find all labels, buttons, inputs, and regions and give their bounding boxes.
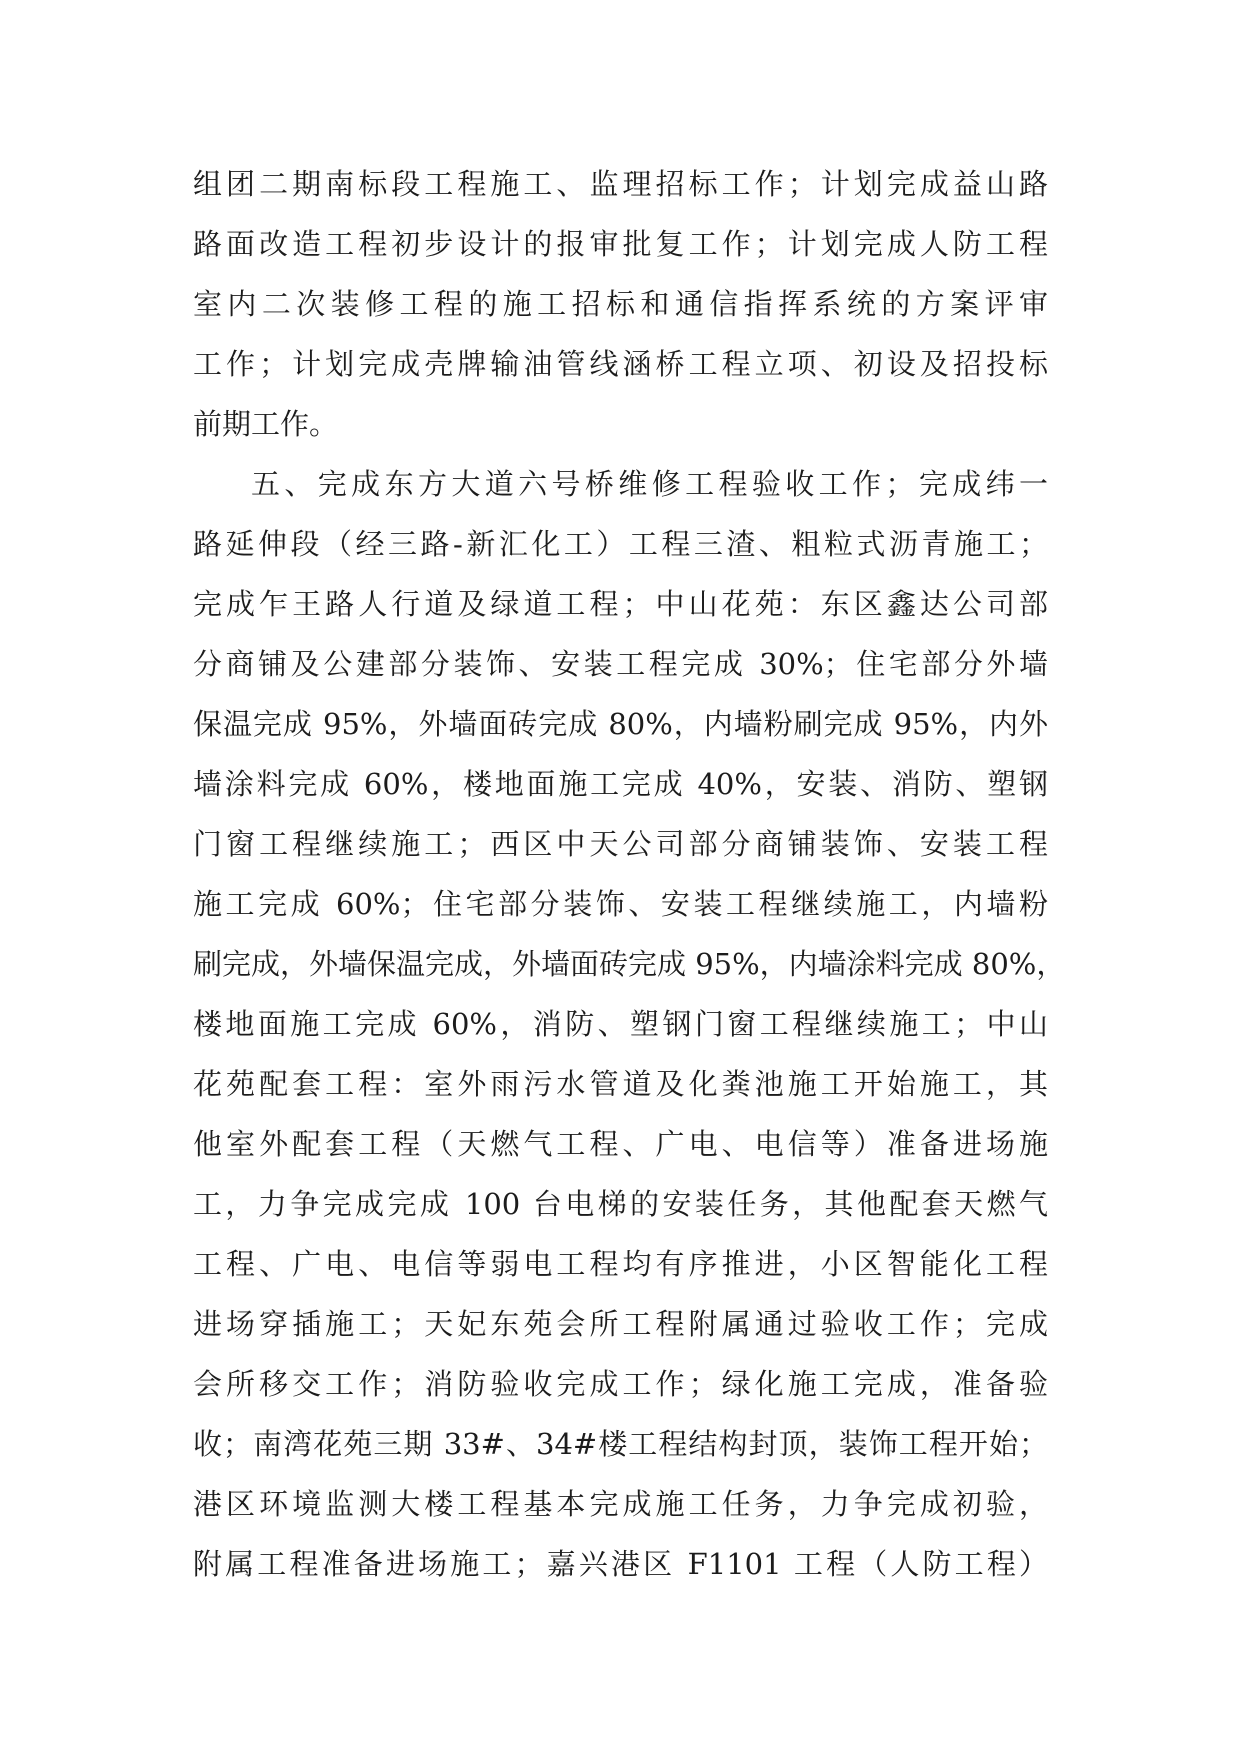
text-line: 室内二次装修工程的施工招标和通信指挥系统的方案评审 [193,287,1048,321]
text-line: 收；南湾花苑三期 33#、34#楼工程结构封顶，装饰工程开始； [193,1427,1048,1461]
text-line: 门窗工程继续施工；西区中天公司部分商铺装饰、安装工程 [193,827,1048,861]
text-line: 路面改造工程初步设计的报审批复工作；计划完成人防工程 [193,227,1048,261]
text-line: 组团二期南标段工程施工、监理招标工作；计划完成益山路 [193,167,1048,201]
paragraph [193,154,1048,454]
text-line: 进场穿插施工；天妃东苑会所工程附属通过验收工作；完成 [193,1307,1048,1341]
text-line: 附属工程准备进场施工；嘉兴港区 F1101 工程（人防工程） [193,1547,1048,1581]
text-line: 工，力争完成完成 100 台电梯的安装任务，其他配套天燃气 [193,1187,1048,1221]
text-line: 工作；计划完成壳牌输油管线涵桥工程立项、初设及招投标 [193,347,1048,381]
text-line: 楼地面施工完成 60%，消防、塑钢门窗工程继续施工；中山 [193,1007,1048,1041]
text-line: 花苑配套工程：室外雨污水管道及化粪池施工开始施工，其 [193,1067,1048,1101]
text-line: 五、完成东方大道六号桥维修工程验收工作；完成纬一 [251,467,1048,501]
text-line: 前期工作。 [193,407,339,441]
text-line: 分商铺及公建部分装饰、安装工程完成 30%；住宅部分外墙 [193,647,1048,681]
paragraph [193,454,1066,1594]
document-body [193,154,1066,1594]
text-line: 施工完成 60%；住宅部分装饰、安装工程继续施工，内墙粉 [193,887,1048,921]
text-line: 工程、广电、电信等弱电工程均有序推进，小区智能化工程 [193,1247,1048,1281]
text-line: 路延伸段（经三路-新汇化工）工程三渣、粗粒式沥青施工； [193,527,1048,561]
text-line: 墙涂料完成 60%，楼地面施工完成 40%，安装、消防、塑钢 [193,767,1048,801]
text-line: 会所移交工作；消防验收完成工作；绿化施工完成，准备验 [193,1367,1048,1401]
text-line: 保温完成 95%，外墙面砖完成 80%，内墙粉刷完成 95%，内外 [193,707,1048,741]
text-line: 刷完成，外墙保温完成，外墙面砖完成 95%，内墙涂料完成 80%， [193,947,1066,981]
text-line: 港区环境监测大楼工程基本完成施工任务，力争完成初验， [193,1487,1048,1521]
text-line: 完成乍王路人行道及绿道工程；中山花苑：东区鑫达公司部 [193,587,1048,621]
text-line: 他室外配套工程（天燃气工程、广电、电信等）准备进场施 [193,1127,1048,1161]
